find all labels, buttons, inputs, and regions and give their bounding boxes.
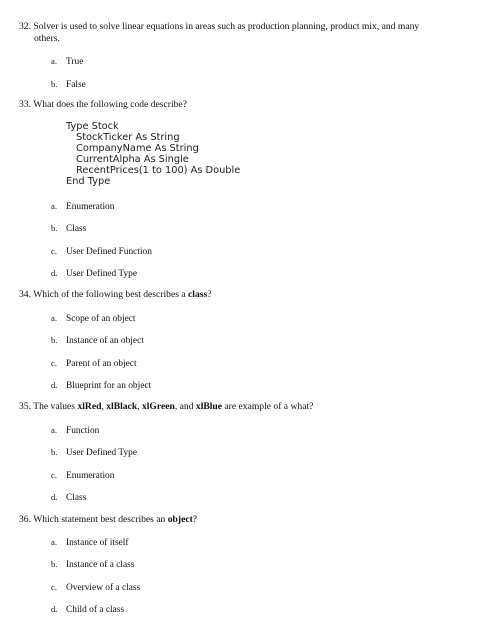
option-36-a[interactable]	[51, 536, 128, 549]
code-line: CompanyName As String	[76, 143, 199, 154]
option-33-b[interactable]	[51, 222, 86, 235]
question-32-text: 32. Solver is used to solve linear equations in areas such as production planning, product mix, and many	[19, 21, 420, 32]
option-34-a[interactable]	[51, 312, 136, 325]
question-36-suffix: ?	[192, 514, 198, 525]
option-text: Parent of an object	[66, 359, 137, 369]
option-35-b[interactable]	[51, 446, 137, 459]
option-33-d[interactable]	[51, 267, 137, 280]
code-line: RecentPrices(1 to 100) As Double	[76, 165, 241, 176]
code-line: Type Stock	[66, 121, 119, 132]
option-35-d[interactable]	[51, 491, 86, 504]
option-36-d[interactable]	[51, 603, 124, 616]
option-text: Enumeration	[66, 471, 115, 481]
option-letter: a.	[51, 537, 57, 547]
question-34-suffix: ?	[207, 289, 212, 300]
question-35-suffix: are example of a what?	[222, 401, 314, 412]
option-letter: b.	[51, 447, 58, 457]
option-36-b[interactable]	[51, 558, 134, 571]
option-text: Enumeration	[66, 202, 115, 212]
question-33	[19, 99, 469, 111]
option-text: User Defined Function	[66, 247, 152, 257]
question-35	[19, 401, 469, 413]
option-text: True	[66, 57, 84, 67]
option-letter: a.	[51, 56, 57, 66]
option-text: Function	[66, 426, 100, 436]
code-block	[66, 121, 240, 187]
option-35-a[interactable]	[51, 424, 99, 437]
option-34-c[interactable]	[51, 357, 137, 370]
question-33-text: 33. What does the following code describe?	[19, 99, 187, 110]
code-line: CurrentAlpha As Single	[76, 154, 189, 165]
question-35-sep: , and	[174, 401, 196, 412]
option-text: Instance of a class	[66, 560, 135, 570]
option-text: Instance of itself	[66, 538, 129, 548]
option-text: Blueprint for an object	[66, 381, 152, 391]
option-letter: a.	[51, 201, 57, 211]
option-text: Child of a class	[66, 605, 125, 615]
option-letter: d.	[51, 268, 58, 278]
option-33-a[interactable]	[51, 200, 114, 213]
code-line: End Type	[66, 176, 111, 187]
question-35-text: 35. The values	[19, 401, 78, 412]
option-letter: a.	[51, 313, 57, 323]
option-letter: b.	[51, 223, 58, 233]
option-text: Instance of an object	[66, 336, 144, 346]
code-line: StockTicker As String	[76, 132, 180, 143]
option-text: Overview of a class	[66, 583, 141, 593]
question-32-text-cont: others.	[34, 33, 60, 44]
option-34-d[interactable]	[51, 379, 151, 392]
question-35-keyword: xlGreen	[141, 401, 175, 412]
option-text: User Defined Type	[66, 448, 138, 458]
option-text: Class	[66, 224, 87, 234]
option-text: User Defined Type	[66, 269, 138, 279]
question-35-sep: ,	[137, 401, 142, 412]
option-letter: a.	[51, 425, 57, 435]
option-36-c[interactable]	[51, 581, 140, 594]
question-34-text: 34. Which of the following best describes a	[19, 289, 189, 300]
option-text: Scope of an object	[66, 314, 136, 324]
option-letter: c.	[51, 470, 57, 480]
option-letter: d.	[51, 380, 58, 390]
option-letter: c.	[51, 582, 57, 592]
option-text: Class	[66, 493, 87, 503]
question-35-sep: ,	[101, 401, 107, 412]
question-32	[19, 21, 469, 45]
option-letter: b.	[51, 559, 58, 569]
option-letter: c.	[51, 358, 57, 368]
option-34-b[interactable]	[51, 334, 144, 347]
option-letter: b.	[51, 335, 58, 345]
option-letter: d.	[51, 492, 58, 502]
question-36-text: 36. Which statement best describes an	[19, 514, 168, 525]
question-36	[19, 514, 469, 526]
option-35-c[interactable]	[51, 469, 114, 482]
question-34-keyword: class	[188, 289, 208, 300]
option-letter: b.	[51, 79, 58, 89]
question-36-keyword: object	[167, 514, 193, 525]
question-35-keyword: xlRed	[77, 401, 102, 412]
option-32-b[interactable]	[51, 78, 86, 91]
question-35-keyword: xlBlue	[195, 401, 223, 412]
option-33-c[interactable]	[51, 245, 152, 258]
option-letter: c.	[51, 246, 57, 256]
question-34	[19, 289, 469, 301]
option-letter: d.	[51, 604, 58, 614]
option-text: False	[66, 80, 86, 90]
option-32-a[interactable]	[51, 55, 83, 68]
question-35-keyword: xlBlack	[106, 401, 138, 412]
